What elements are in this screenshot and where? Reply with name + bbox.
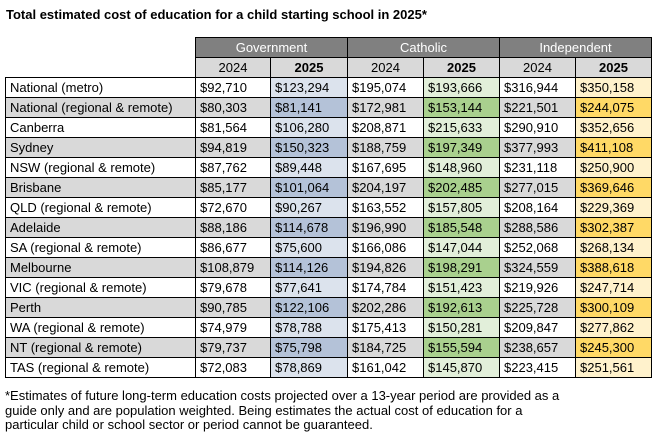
- cell-catholic-2025: $148,960: [424, 158, 500, 178]
- cell-government-2025: $81,141: [271, 98, 348, 118]
- table-row: [6, 138, 652, 158]
- cell-independent-2024: $231,118: [500, 158, 576, 178]
- cell-government-2025: $77,641: [271, 278, 348, 298]
- cell-catholic-2024: $174,784: [348, 278, 424, 298]
- cell-catholic-2025: $192,613: [424, 298, 500, 318]
- table-row: [6, 98, 652, 118]
- cell-catholic-2024: $202,286: [348, 298, 424, 318]
- cell-independent-2025: $388,618: [576, 258, 652, 278]
- group-header-row: [6, 38, 652, 58]
- cell-government-2025: $114,126: [271, 258, 348, 278]
- row-label: Sydney: [6, 138, 196, 158]
- cell-government-2024: $74,979: [196, 318, 271, 338]
- cell-government-2025: $78,869: [271, 358, 348, 378]
- cell-government-2025: $123,294: [271, 78, 348, 98]
- footnote-line: *Estimates of future long-term education costs projected over a 13-year period are provided as a: [5, 388, 560, 403]
- cell-government-2025: $75,600: [271, 238, 348, 258]
- cell-independent-2024: $221,501: [500, 98, 576, 118]
- cell-catholic-2025: $197,349: [424, 138, 500, 158]
- row-label: Brisbane: [6, 178, 196, 198]
- header-government-2024: 2024: [196, 58, 271, 78]
- cell-government-2024: $87,762: [196, 158, 271, 178]
- column-group-independent: Independent: [500, 38, 652, 58]
- row-label: TAS (regional & remote): [6, 358, 196, 378]
- cell-independent-2024: $219,926: [500, 278, 576, 298]
- cell-government-2024: $85,177: [196, 178, 271, 198]
- cell-catholic-2024: $167,695: [348, 158, 424, 178]
- cell-independent-2024: $377,993: [500, 138, 576, 158]
- cell-government-2025: $122,106: [271, 298, 348, 318]
- cell-government-2025: $106,280: [271, 118, 348, 138]
- cell-government-2024: $108,879: [196, 258, 271, 278]
- cell-independent-2025: $352,656: [576, 118, 652, 138]
- cell-independent-2024: $324,559: [500, 258, 576, 278]
- cell-catholic-2024: $195,074: [348, 78, 424, 98]
- cell-independent-2025: $302,387: [576, 218, 652, 238]
- cell-independent-2025: $350,158: [576, 78, 652, 98]
- cell-government-2024: $94,819: [196, 138, 271, 158]
- cell-catholic-2024: $204,197: [348, 178, 424, 198]
- cell-independent-2024: $223,415: [500, 358, 576, 378]
- cell-independent-2025: $229,369: [576, 198, 652, 218]
- cell-independent-2024: $290,910: [500, 118, 576, 138]
- cell-catholic-2025: $147,044: [424, 238, 500, 258]
- cell-catholic-2025: $215,633: [424, 118, 500, 138]
- cell-independent-2025: $369,646: [576, 178, 652, 198]
- cell-government-2024: $92,710: [196, 78, 271, 98]
- table-row: [6, 278, 652, 298]
- cell-catholic-2024: $194,826: [348, 258, 424, 278]
- row-label: Adelaide: [6, 218, 196, 238]
- cell-independent-2025: $250,900: [576, 158, 652, 178]
- cell-catholic-2025: $155,594: [424, 338, 500, 358]
- row-label: National (regional & remote): [6, 98, 196, 118]
- cell-catholic-2024: $161,042: [348, 358, 424, 378]
- cell-independent-2025: $251,561: [576, 358, 652, 378]
- table-row: [6, 158, 652, 178]
- cell-catholic-2024: $208,871: [348, 118, 424, 138]
- cell-government-2024: $90,785: [196, 298, 271, 318]
- cell-catholic-2024: $184,725: [348, 338, 424, 358]
- table-row: [6, 318, 652, 338]
- cell-independent-2025: $247,714: [576, 278, 652, 298]
- row-label: SA (regional & remote): [6, 238, 196, 258]
- cell-independent-2024: $252,068: [500, 238, 576, 258]
- cell-catholic-2025: $157,805: [424, 198, 500, 218]
- cell-independent-2024: $316,944: [500, 78, 576, 98]
- row-label: NT (regional & remote): [6, 338, 196, 358]
- cell-catholic-2024: $188,759: [348, 138, 424, 158]
- cell-catholic-2025: $145,870: [424, 358, 500, 378]
- cell-independent-2024: $209,847: [500, 318, 576, 338]
- cell-independent-2024: $288,586: [500, 218, 576, 238]
- cell-independent-2025: $245,300: [576, 338, 652, 358]
- row-label: Perth: [6, 298, 196, 318]
- cell-catholic-2025: $153,144: [424, 98, 500, 118]
- cell-independent-2025: $268,134: [576, 238, 652, 258]
- cell-catholic-2025: $151,423: [424, 278, 500, 298]
- cell-government-2025: $89,448: [271, 158, 348, 178]
- cell-catholic-2025: $202,485: [424, 178, 500, 198]
- cell-independent-2024: $225,728: [500, 298, 576, 318]
- header-catholic-2025: 2025: [424, 58, 500, 78]
- cell-catholic-2024: $172,981: [348, 98, 424, 118]
- corner-cell: [6, 58, 196, 78]
- cell-independent-2025: $300,109: [576, 298, 652, 318]
- table-body: [6, 78, 652, 378]
- cell-government-2024: $88,186: [196, 218, 271, 238]
- header-government-2025: 2025: [271, 58, 348, 78]
- footnote-line: particular child or school sector or period cannot be guaranteed.: [5, 417, 373, 432]
- cell-independent-2025: $411,108: [576, 138, 652, 158]
- cell-government-2025: $90,267: [271, 198, 348, 218]
- cell-government-2024: $72,083: [196, 358, 271, 378]
- page-title: Total estimated cost of education for a child starting school in 2025*: [6, 7, 427, 22]
- table-row: [6, 238, 652, 258]
- cell-independent-2024: $277,015: [500, 178, 576, 198]
- table-row: [6, 258, 652, 278]
- column-group-catholic: Catholic: [348, 38, 500, 58]
- education-cost-table: [5, 37, 652, 378]
- cell-government-2024: $79,678: [196, 278, 271, 298]
- row-label: VIC (regional & remote): [6, 278, 196, 298]
- cell-independent-2025: $244,075: [576, 98, 652, 118]
- footnote-line: guide only and are population weighted. Being estimates the actual cost of education for a: [5, 402, 523, 418]
- cell-catholic-2024: $163,552: [348, 198, 424, 218]
- cell-government-2024: $72,670: [196, 198, 271, 218]
- cell-government-2024: $86,677: [196, 238, 271, 258]
- table-row: [6, 298, 652, 318]
- cell-independent-2025: $277,862: [576, 318, 652, 338]
- table-row: [6, 218, 652, 238]
- cell-catholic-2025: $193,666: [424, 78, 500, 98]
- table-row: [6, 118, 652, 138]
- corner-cell: [6, 38, 196, 58]
- cell-catholic-2025: $150,281: [424, 318, 500, 338]
- table-row: [6, 358, 652, 378]
- row-label: WA (regional & remote): [6, 318, 196, 338]
- cell-catholic-2024: $166,086: [348, 238, 424, 258]
- cell-catholic-2024: $175,413: [348, 318, 424, 338]
- table-row: [6, 78, 652, 98]
- cell-catholic-2024: $196,990: [348, 218, 424, 238]
- cell-catholic-2025: $198,291: [424, 258, 500, 278]
- row-label: Melbourne: [6, 258, 196, 278]
- cell-government-2025: $75,798: [271, 338, 348, 358]
- table-row: [6, 178, 652, 198]
- table-row: [6, 198, 652, 218]
- footnote: [5, 389, 559, 433]
- cell-government-2025: $78,788: [271, 318, 348, 338]
- cell-government-2025: $150,323: [271, 138, 348, 158]
- year-header-row: [6, 58, 652, 78]
- row-label: QLD (regional & remote): [6, 198, 196, 218]
- row-label: National (metro): [6, 78, 196, 98]
- cell-government-2024: $81,564: [196, 118, 271, 138]
- row-label: NSW (regional & remote): [6, 158, 196, 178]
- table-header: [6, 38, 652, 78]
- table-row: [6, 338, 652, 358]
- cell-government-2024: $79,737: [196, 338, 271, 358]
- cell-government-2025: $101,064: [271, 178, 348, 198]
- cell-government-2024: $80,303: [196, 98, 271, 118]
- header-catholic-2024: 2024: [348, 58, 424, 78]
- column-group-government: Government: [196, 38, 348, 58]
- cell-catholic-2025: $185,548: [424, 218, 500, 238]
- header-independent-2025: 2025: [576, 58, 652, 78]
- cell-independent-2024: $238,657: [500, 338, 576, 358]
- cell-government-2025: $114,678: [271, 218, 348, 238]
- row-label: Canberra: [6, 118, 196, 138]
- cell-independent-2024: $208,164: [500, 198, 576, 218]
- header-independent-2024: 2024: [500, 58, 576, 78]
